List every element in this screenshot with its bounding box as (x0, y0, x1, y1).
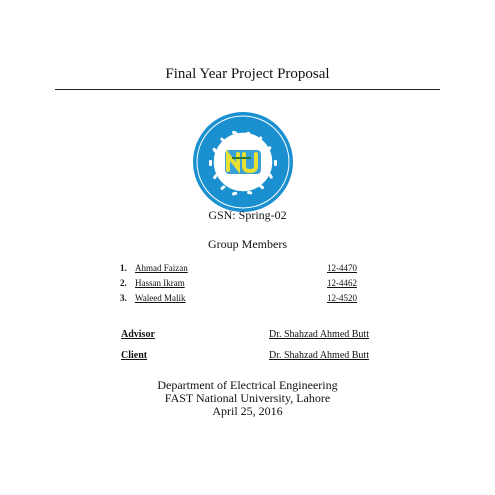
group-members-list (120, 262, 370, 307)
advisor-row (121, 328, 394, 342)
university-seal-icon (191, 110, 295, 214)
department-line: Department of Electrical Engineering (157, 378, 338, 392)
member-id: 12-4520 (327, 293, 357, 303)
list-item (120, 262, 370, 277)
member-number: 3. (120, 293, 127, 303)
advisor-label: Advisor (121, 329, 155, 340)
date-line: April 25, 2016 (212, 404, 283, 418)
client-label: Client (121, 350, 148, 361)
footer-block (0, 379, 495, 418)
member-id: 12-4470 (327, 263, 357, 273)
member-number: 1. (120, 263, 127, 273)
client-name: Dr. Shahzad Ahmed Butt (269, 350, 369, 361)
member-id: 12-4462 (327, 278, 357, 288)
list-item (120, 277, 370, 292)
document-title: Final Year Project Proposal (165, 66, 330, 82)
member-name: Ahmad Faizan (135, 263, 188, 273)
title-divider (55, 89, 440, 90)
gsn-label: GSN: Spring-02 (208, 208, 287, 222)
member-name: Waleed Malik (135, 293, 186, 303)
list-item (120, 292, 370, 307)
client-row (121, 349, 394, 363)
university-line: FAST National University, Lahore (164, 391, 331, 405)
member-number: 2. (120, 278, 127, 288)
member-name: Hassan Ikram (135, 278, 185, 288)
advisor-name: Dr. Shahzad Ahmed Butt (269, 329, 369, 340)
group-members-heading: Group Members (208, 237, 287, 251)
